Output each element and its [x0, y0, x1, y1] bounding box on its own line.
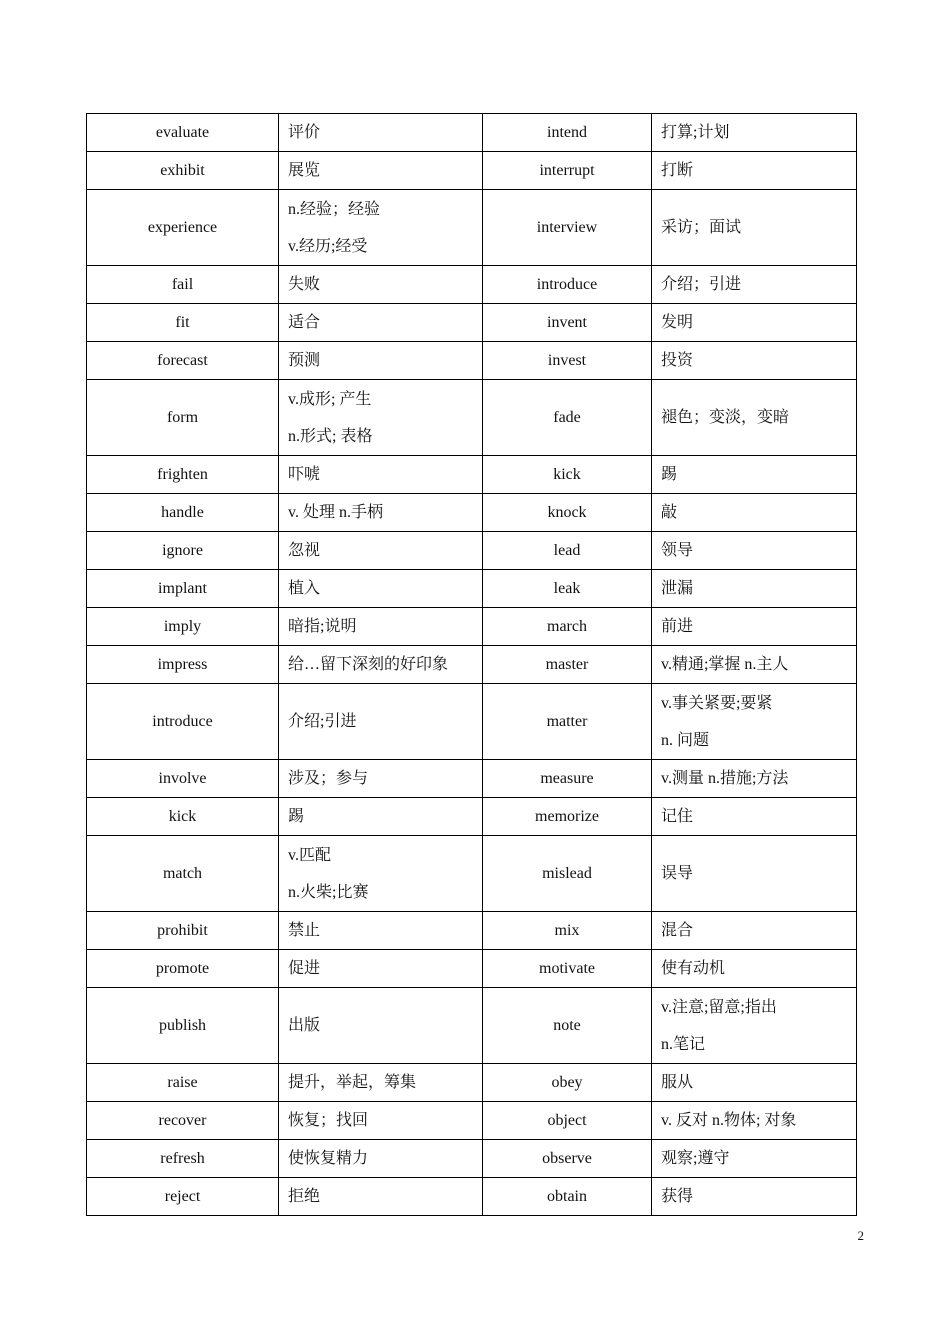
- meaning-cell: [652, 760, 857, 798]
- meaning-line: 评价: [288, 124, 321, 141]
- table-row: [87, 760, 857, 798]
- table-row: [87, 798, 857, 836]
- meaning-line: 采访；面试: [661, 219, 742, 236]
- word-cell: raise: [87, 1064, 279, 1102]
- word-cell: experience: [87, 190, 279, 266]
- word-cell: implant: [87, 570, 279, 608]
- table-row: [87, 114, 857, 152]
- meaning-line: v. 反对 n.物体; 对象: [661, 1112, 797, 1129]
- meaning-line: 失败: [288, 276, 321, 293]
- page-number: 2: [857, 1228, 864, 1243]
- meaning-line: 介绍；引进: [661, 276, 742, 293]
- word-cell: forecast: [87, 342, 279, 380]
- meaning-line: n.形式; 表格: [288, 427, 373, 445]
- word-cell: motivate: [483, 950, 652, 988]
- word-cell: master: [483, 646, 652, 684]
- meaning-cell: [279, 608, 483, 646]
- meaning-line: 踢: [288, 808, 305, 825]
- meaning-line: 发明: [661, 314, 694, 331]
- word-cell: kick: [483, 456, 652, 494]
- meaning-cell: [279, 114, 483, 152]
- word-cell: impress: [87, 646, 279, 684]
- word-cell: measure: [483, 760, 652, 798]
- word-cell: intend: [483, 114, 652, 152]
- meaning-cell: [279, 798, 483, 836]
- meaning-line: 展览: [288, 162, 321, 179]
- word-cell: obtain: [483, 1178, 652, 1216]
- meaning-cell: [652, 1140, 857, 1178]
- meaning-line: v.经历;经受: [288, 237, 368, 255]
- meaning-line: 泄漏: [661, 580, 694, 597]
- meaning-line: v.注意;留意;指出: [661, 998, 777, 1016]
- meaning-line: 忽视: [288, 542, 321, 559]
- meaning-cell: [652, 912, 857, 950]
- meaning-line: 涉及；参与: [288, 770, 369, 787]
- table-row: [87, 684, 857, 760]
- meaning-cell: [279, 1064, 483, 1102]
- meaning-cell: [652, 570, 857, 608]
- word-cell: exhibit: [87, 152, 279, 190]
- meaning-cell: [279, 1178, 483, 1216]
- meaning-line: 适合: [288, 314, 321, 331]
- meaning-cell: [652, 646, 857, 684]
- word-cell: imply: [87, 608, 279, 646]
- table-row: [87, 570, 857, 608]
- word-cell: ignore: [87, 532, 279, 570]
- meaning-cell: [279, 570, 483, 608]
- meaning-cell: [279, 836, 483, 912]
- table-row: [87, 988, 857, 1064]
- meaning-cell: [652, 152, 857, 190]
- word-cell: match: [87, 836, 279, 912]
- meaning-cell: [279, 950, 483, 988]
- meaning-cell: [652, 456, 857, 494]
- table-row: [87, 836, 857, 912]
- meaning-cell: [652, 684, 857, 760]
- vocabulary-table: [86, 113, 857, 1216]
- word-cell: leak: [483, 570, 652, 608]
- meaning-cell: [652, 608, 857, 646]
- word-cell: interview: [483, 190, 652, 266]
- meaning-cell: [652, 950, 857, 988]
- meaning-cell: [652, 836, 857, 912]
- meaning-line: n.经验；经验: [288, 200, 381, 218]
- table-row: [87, 1140, 857, 1178]
- meaning-cell: [652, 190, 857, 266]
- meaning-cell: [279, 380, 483, 456]
- word-cell: evaluate: [87, 114, 279, 152]
- meaning-line: 拒绝: [288, 1188, 321, 1205]
- word-cell: kick: [87, 798, 279, 836]
- table-row: [87, 646, 857, 684]
- word-cell: obey: [483, 1064, 652, 1102]
- word-cell: invent: [483, 304, 652, 342]
- meaning-cell: [652, 1178, 857, 1216]
- meaning-cell: [652, 532, 857, 570]
- word-cell: lead: [483, 532, 652, 570]
- meaning-line: v.成形; 产生: [288, 390, 372, 408]
- meaning-line: v. 处理 n.手柄: [288, 504, 383, 521]
- meaning-cell: [652, 798, 857, 836]
- meaning-line: 领导: [661, 542, 694, 559]
- table-row: [87, 1102, 857, 1140]
- word-cell: fail: [87, 266, 279, 304]
- meaning-line: v.精通;掌握 n.主人: [661, 656, 789, 673]
- meaning-line: 混合: [661, 922, 694, 939]
- meaning-line: 植入: [288, 580, 321, 597]
- meaning-line: 敲: [661, 504, 678, 521]
- meaning-cell: [279, 1140, 483, 1178]
- word-cell: mislead: [483, 836, 652, 912]
- meaning-cell: [279, 342, 483, 380]
- word-cell: interrupt: [483, 152, 652, 190]
- table-row: [87, 304, 857, 342]
- meaning-line: 前进: [661, 618, 694, 635]
- table-row: [87, 494, 857, 532]
- word-cell: prohibit: [87, 912, 279, 950]
- word-cell: march: [483, 608, 652, 646]
- table-row: [87, 1178, 857, 1216]
- table-row: [87, 532, 857, 570]
- table-row: [87, 912, 857, 950]
- meaning-line: 褪色；变淡，变暗: [661, 409, 790, 426]
- table-row: [87, 380, 857, 456]
- meaning-cell: [279, 532, 483, 570]
- meaning-cell: [279, 684, 483, 760]
- meaning-cell: [279, 646, 483, 684]
- meaning-line: 介绍;引进: [288, 713, 357, 730]
- vocabulary-table-body: [87, 114, 857, 1216]
- meaning-line: 促进: [288, 960, 321, 977]
- meaning-line: 给…留下深刻的好印象: [288, 656, 449, 673]
- meaning-line: 吓唬: [288, 466, 321, 483]
- meaning-line: 误导: [661, 865, 694, 882]
- word-cell: object: [483, 1102, 652, 1140]
- word-cell: mix: [483, 912, 652, 950]
- meaning-line: 记住: [661, 808, 694, 825]
- meaning-cell: [652, 1064, 857, 1102]
- meaning-line: n.笔记: [661, 1035, 706, 1053]
- meaning-line: v.事关紧要;要紧: [661, 694, 773, 712]
- meaning-cell: [279, 456, 483, 494]
- word-cell: invest: [483, 342, 652, 380]
- table-row: [87, 950, 857, 988]
- meaning-line: 恢复；找回: [288, 1112, 369, 1129]
- meaning-line: 打断: [661, 162, 694, 179]
- meaning-cell: [279, 912, 483, 950]
- table-row: [87, 1064, 857, 1102]
- meaning-line: 服从: [661, 1074, 694, 1091]
- table-row: [87, 608, 857, 646]
- word-cell: fit: [87, 304, 279, 342]
- word-cell: handle: [87, 494, 279, 532]
- word-cell: form: [87, 380, 279, 456]
- meaning-cell: [652, 342, 857, 380]
- meaning-cell: [652, 494, 857, 532]
- meaning-line: 踢: [661, 466, 678, 483]
- meaning-line: n. 问题: [661, 731, 710, 749]
- word-cell: introduce: [483, 266, 652, 304]
- word-cell: fade: [483, 380, 652, 456]
- word-cell: introduce: [87, 684, 279, 760]
- word-cell: observe: [483, 1140, 652, 1178]
- meaning-cell: [652, 380, 857, 456]
- meaning-line: v.测量 n.措施;方法: [661, 770, 789, 787]
- word-cell: promote: [87, 950, 279, 988]
- meaning-line: 出版: [288, 1017, 321, 1034]
- meaning-line: 暗指;说明: [288, 618, 357, 635]
- word-cell: matter: [483, 684, 652, 760]
- word-cell: memorize: [483, 798, 652, 836]
- meaning-cell: [279, 304, 483, 342]
- meaning-line: v.匹配: [288, 846, 331, 864]
- meaning-cell: [652, 988, 857, 1064]
- meaning-line: 投资: [661, 352, 694, 369]
- table-row: [87, 152, 857, 190]
- word-cell: knock: [483, 494, 652, 532]
- word-cell: note: [483, 988, 652, 1064]
- meaning-cell: [279, 760, 483, 798]
- meaning-line: 使恢复精力: [288, 1150, 369, 1167]
- meaning-cell: [279, 988, 483, 1064]
- meaning-line: n.火柴;比赛: [288, 883, 369, 901]
- word-cell: recover: [87, 1102, 279, 1140]
- word-cell: involve: [87, 760, 279, 798]
- meaning-cell: [652, 1102, 857, 1140]
- meaning-cell: [279, 1102, 483, 1140]
- meaning-line: 使有动机: [661, 960, 726, 977]
- table-row: [87, 342, 857, 380]
- meaning-cell: [279, 266, 483, 304]
- word-cell: refresh: [87, 1140, 279, 1178]
- meaning-line: 提升，举起，筹集: [288, 1074, 417, 1091]
- meaning-cell: [652, 266, 857, 304]
- table-row: [87, 456, 857, 494]
- word-cell: frighten: [87, 456, 279, 494]
- meaning-cell: [652, 114, 857, 152]
- meaning-cell: [279, 152, 483, 190]
- meaning-cell: [279, 190, 483, 266]
- word-cell: reject: [87, 1178, 279, 1216]
- meaning-line: 获得: [661, 1188, 694, 1205]
- meaning-line: 观察;遵守: [661, 1150, 730, 1167]
- meaning-cell: [652, 304, 857, 342]
- meaning-line: 预测: [288, 352, 321, 369]
- table-row: [87, 266, 857, 304]
- word-cell: publish: [87, 988, 279, 1064]
- meaning-cell: [279, 494, 483, 532]
- meaning-line: 禁止: [288, 922, 321, 939]
- meaning-line: 打算;计划: [661, 124, 730, 141]
- table-row: [87, 190, 857, 266]
